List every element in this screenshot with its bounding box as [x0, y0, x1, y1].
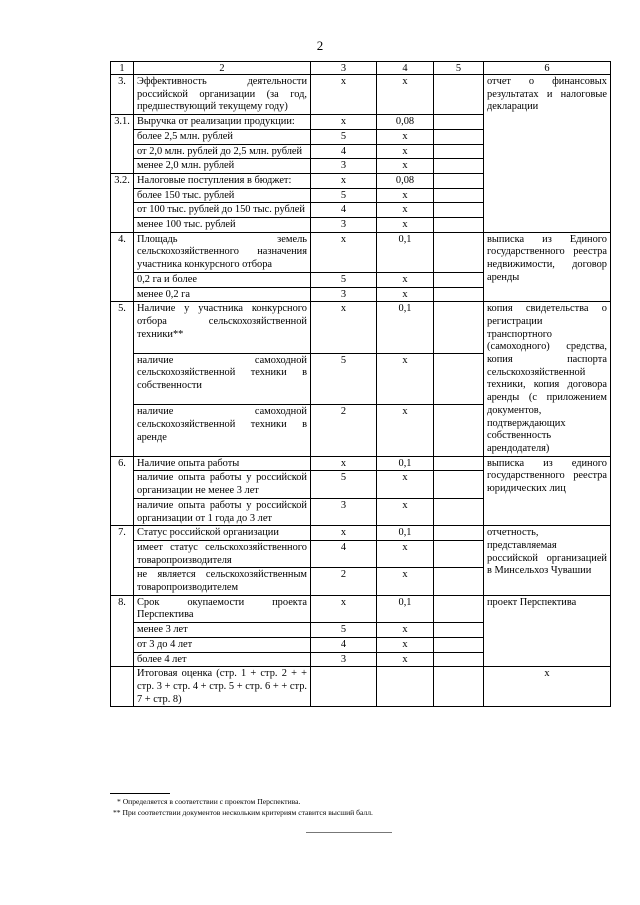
- table-row: [111, 526, 611, 541]
- header-row: [111, 62, 611, 75]
- weighted-score: [434, 287, 484, 302]
- footnote-separator: [110, 793, 170, 794]
- row-number: 8.: [111, 595, 134, 667]
- criterion-label: Эффективность деятельности российской организации (за год, предшествующий текущему году): [134, 75, 311, 115]
- weight-value: х: [377, 287, 434, 302]
- criterion-label: наличие опыта работы у российской организации не менее 3 лет: [134, 471, 311, 498]
- weight-value: х: [377, 498, 434, 525]
- weighted-score: [434, 144, 484, 159]
- weight-value: х: [377, 218, 434, 233]
- score-value: х: [311, 456, 377, 471]
- criterion-label: Площадь земель сельскохозяйственного назначения участника конкурсного отбора: [134, 232, 311, 272]
- header-cell: 5: [434, 62, 484, 75]
- criterion-label: Наличие у участника конкурсного отбора сельскохозяйственной техники**: [134, 302, 311, 353]
- weight-value: 0,1: [377, 456, 434, 471]
- supporting-document: выписка из единого государственного реестра юридических лиц: [484, 456, 611, 526]
- score-value: 4: [311, 203, 377, 218]
- header-cell: 4: [377, 62, 434, 75]
- row-number: 3.1.: [111, 115, 134, 174]
- criterion-label: не является сельскохозяйственным товаропроизводителем: [134, 568, 311, 595]
- supporting-document: проект Перспектива: [484, 595, 611, 667]
- weighted-score: [434, 405, 484, 457]
- page-number: 2: [316, 38, 324, 53]
- weighted-score: [434, 129, 484, 144]
- score-value: 4: [311, 540, 377, 567]
- weight-value: х: [377, 188, 434, 203]
- score-value: 3: [311, 287, 377, 302]
- supporting-document: отчетность, представляемая российской организацией в Минсельхоз Чувашии: [484, 526, 611, 596]
- criterion-label: менее 2,0 млн. рублей: [134, 159, 311, 174]
- weighted-score: [434, 188, 484, 203]
- footnote-2: ** При соответствии документов нескольким критериям ставится высший балл.: [113, 808, 373, 817]
- score-value: [311, 667, 377, 707]
- weight-value: 0,1: [377, 302, 434, 353]
- weight-value: х: [377, 272, 434, 287]
- score-value: 4: [311, 637, 377, 652]
- weighted-score: [434, 623, 484, 638]
- weight-value: х: [377, 568, 434, 595]
- score-value: 5: [311, 353, 377, 404]
- score-value: 5: [311, 129, 377, 144]
- row-number: 3.2.: [111, 173, 134, 232]
- score-value: 5: [311, 188, 377, 203]
- total-label: Итоговая оценка (стр. 1 + стр. 2 + + стр. 3 + стр. 4 + стр. 5 + стр. 6 + + стр. 7 + стр. 8): [134, 667, 311, 707]
- weight-value: х: [377, 75, 434, 115]
- weight-value: х: [377, 353, 434, 404]
- score-value: х: [311, 526, 377, 541]
- weight-value: х: [377, 129, 434, 144]
- row-number: 5.: [111, 302, 134, 456]
- weighted-score: [434, 652, 484, 667]
- supporting-document: отчет о финансовых результатах и налоговые декларации: [484, 75, 611, 233]
- score-value: 2: [311, 405, 377, 457]
- criterion-label: Срок окупаемости проекта Перспектива: [134, 595, 311, 622]
- weighted-score: [434, 75, 484, 115]
- weighted-score: [434, 173, 484, 188]
- score-value: х: [311, 173, 377, 188]
- criterion-label: Наличие опыта работы: [134, 456, 311, 471]
- weight-value: 0,1: [377, 595, 434, 622]
- criterion-label: от 3 до 4 лет: [134, 637, 311, 652]
- score-value: х: [311, 232, 377, 272]
- weighted-score: [434, 203, 484, 218]
- score-value: 5: [311, 471, 377, 498]
- table-row: [111, 456, 611, 471]
- bottom-rule: [306, 832, 392, 833]
- criterion-label: более 2,5 млн. рублей: [134, 129, 311, 144]
- weighted-score: [434, 471, 484, 498]
- score-value: х: [311, 115, 377, 130]
- weighted-score: [434, 456, 484, 471]
- supporting-document: копия свидетельства о регистрации транспортного (самоходного) средства, копия паспорта сельскохозяйственной техники, копия договора аренды (с приложением документов, подтверждающих собственность арендодателя): [484, 302, 611, 456]
- criteria-table: [110, 61, 611, 707]
- table-row: [111, 302, 611, 353]
- criterion-label: менее 0,2 га: [134, 287, 311, 302]
- supporting-document: выписка из Единого государственного реестра недвижимости, договор аренды: [484, 232, 611, 302]
- weighted-score: [434, 115, 484, 130]
- weight-value: х: [377, 637, 434, 652]
- header-cell: 3: [311, 62, 377, 75]
- score-value: х: [311, 75, 377, 115]
- criterion-label: наличие самоходной сельскохозяйственной техники в аренде: [134, 405, 311, 457]
- criterion-label: Статус российской организации: [134, 526, 311, 541]
- criterion-label: более 4 лет: [134, 652, 311, 667]
- row-number: 4.: [111, 232, 134, 302]
- score-value: 3: [311, 498, 377, 525]
- criterion-label: от 2,0 млн. рублей до 2,5 млн. рублей: [134, 144, 311, 159]
- weight-value: х: [377, 540, 434, 567]
- weight-value: х: [377, 405, 434, 457]
- row-number: [111, 667, 134, 707]
- weighted-score: [434, 232, 484, 272]
- header-cell: 6: [484, 62, 611, 75]
- header-cell: 1: [111, 62, 134, 75]
- criterion-label: более 150 тыс. рублей: [134, 188, 311, 203]
- criterion-label: 0,2 га и более: [134, 272, 311, 287]
- weighted-score: [434, 637, 484, 652]
- row-number: 3.: [111, 75, 134, 115]
- criterion-label: имеет статус сельскохозяйственного товаропроизводителя: [134, 540, 311, 567]
- score-value: 4: [311, 144, 377, 159]
- table-row: [111, 595, 611, 622]
- weight-value: 0,1: [377, 232, 434, 272]
- total-row: [111, 667, 611, 707]
- supporting-document: х: [484, 667, 611, 707]
- weighted-score: [434, 159, 484, 174]
- weight-value: [377, 667, 434, 707]
- criterion-label: наличие самоходной сельскохозяйственной техники в собственности: [134, 353, 311, 404]
- weighted-score: [434, 540, 484, 567]
- table-row: [111, 75, 611, 115]
- weight-value: х: [377, 159, 434, 174]
- criterion-label: менее 100 тыс. рублей: [134, 218, 311, 233]
- weight-value: 0,08: [377, 173, 434, 188]
- score-value: 3: [311, 652, 377, 667]
- weighted-score: [434, 595, 484, 622]
- weighted-score: [434, 526, 484, 541]
- weighted-score: [434, 272, 484, 287]
- weight-value: 0,08: [377, 115, 434, 130]
- weight-value: х: [377, 623, 434, 638]
- weighted-score: [434, 302, 484, 353]
- weighted-score: [434, 353, 484, 404]
- weighted-score: [434, 218, 484, 233]
- weighted-score: [434, 498, 484, 525]
- score-value: 2: [311, 568, 377, 595]
- weight-value: х: [377, 652, 434, 667]
- weight-value: х: [377, 471, 434, 498]
- header-cell: 2: [134, 62, 311, 75]
- weighted-score: [434, 667, 484, 707]
- criterion-label: Выручка от реализации продукции:: [134, 115, 311, 130]
- score-value: 5: [311, 272, 377, 287]
- weight-value: х: [377, 203, 434, 218]
- score-value: 5: [311, 623, 377, 638]
- criterion-label: наличие опыта работы у российской организации от 1 года до 3 лет: [134, 498, 311, 525]
- score-value: х: [311, 302, 377, 353]
- criterion-label: менее 3 лет: [134, 623, 311, 638]
- criterion-label: от 100 тыс. рублей до 150 тыс. рублей: [134, 203, 311, 218]
- score-value: 3: [311, 159, 377, 174]
- score-value: х: [311, 595, 377, 622]
- row-number: 7.: [111, 526, 134, 596]
- row-number: 6.: [111, 456, 134, 526]
- footnote-1: * Определяется в соответствии с проектом Перспектива.: [117, 797, 301, 806]
- table-row: [111, 232, 611, 272]
- weight-value: х: [377, 144, 434, 159]
- criterion-label: Налоговые поступления в бюджет:: [134, 173, 311, 188]
- score-value: 3: [311, 218, 377, 233]
- weighted-score: [434, 568, 484, 595]
- weight-value: 0,1: [377, 526, 434, 541]
